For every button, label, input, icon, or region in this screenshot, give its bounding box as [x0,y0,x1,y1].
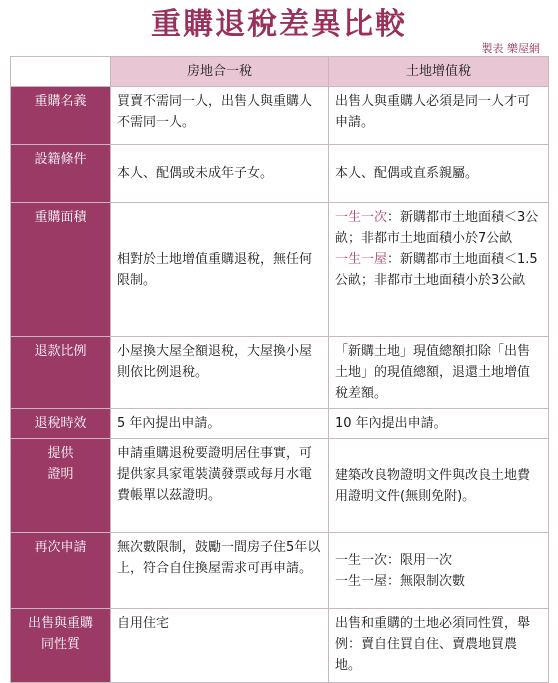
highlight-label: 一生一屋 [335,252,388,267]
column-header-housing-tax: 房地合一稅 [111,57,329,87]
row-label-line: 提供 [47,446,74,461]
cell-housing-tax: 自用住宅 [111,609,329,683]
row-label: 退稅時效 [11,409,111,439]
cell-land-tax [329,203,549,337]
column-header-land-tax: 土地增值稅 [329,57,549,87]
row-label: 設籍條件 [11,145,111,203]
cell-land-tax: 本人、配偶或直系親屬。 [329,145,549,203]
row-label [11,439,111,533]
row-label: 再次申請 [11,533,111,609]
comparison-table [10,56,549,683]
cell-housing-tax: 買賣不需同一人，出售人與重購人不需同一人。 [111,87,329,145]
cell-text: 一生一屋：無限制次數 [335,573,466,589]
table-row [11,533,549,609]
cell-text: ：新購都市土地面積＜3公畝；非都市土地面積小於7公畝 [335,210,539,246]
row-label [11,609,111,683]
cell-land-tax: 出售人與重購人必須是同一人才可申請。 [329,87,549,145]
cell-text: ：新購都市土地面積＜1.5公畝；非都市土地面積小於3公畝 [335,252,538,288]
page-title: 重購退稅差異比較 [151,7,407,42]
cell-housing-tax: 申請重購退稅要證明居住事實，可提供家具家電裝潢發票或每月水電費帳單以茲證明。 [111,439,329,533]
row-label-line: 同性質 [40,637,80,652]
cell-housing-tax: 本人、配偶或未成年子女。 [111,145,329,203]
table-row [11,337,549,409]
cell-land-tax [329,533,549,609]
table-row [11,409,549,439]
corner-cell [11,57,111,87]
table-row [11,145,549,203]
table-row [11,609,549,683]
row-label: 重購面積 [11,203,111,337]
row-label: 退款比例 [11,337,111,409]
cell-land-tax: 建築改良物證明文件與改良土地費用證明文件(無則免附)。 [329,439,549,533]
row-label: 重購名義 [11,87,111,145]
cell-land-tax: 「新購土地」現值總額扣除「出售土地」的現值總額，退還土地增值稅差額。 [329,337,549,409]
table-header-row [11,57,549,87]
cell-housing-tax: 小屋換大屋全額退稅，大屋換小屋則依比例退稅。 [111,337,329,409]
cell-housing-tax: 5 年內提出申請。 [111,409,329,439]
table-row [11,203,549,337]
credit-text: 製表 樂屋網 [481,42,540,55]
highlight-label: 一生一次 [335,210,388,225]
cell-housing-tax: 相對於土地增值重購退稅，無任何限制。 [111,203,329,337]
cell-land-tax: 10 年內提出申請。 [329,409,549,439]
table-row [11,87,549,145]
cell-land-tax: 出售和重購的土地必須同性質，舉例：賣自住買自住、賣農地買農地。 [329,609,549,683]
cell-housing-tax: 無次數限制，鼓勵一間房子住5年以上，符合自住換屋需求可再申請。 [111,533,329,609]
cell-text: 一生一次：限用一次 [335,552,453,568]
table-row [11,439,549,533]
row-label-line: 證明 [47,467,74,482]
row-label-line: 出售與重購 [27,616,93,631]
